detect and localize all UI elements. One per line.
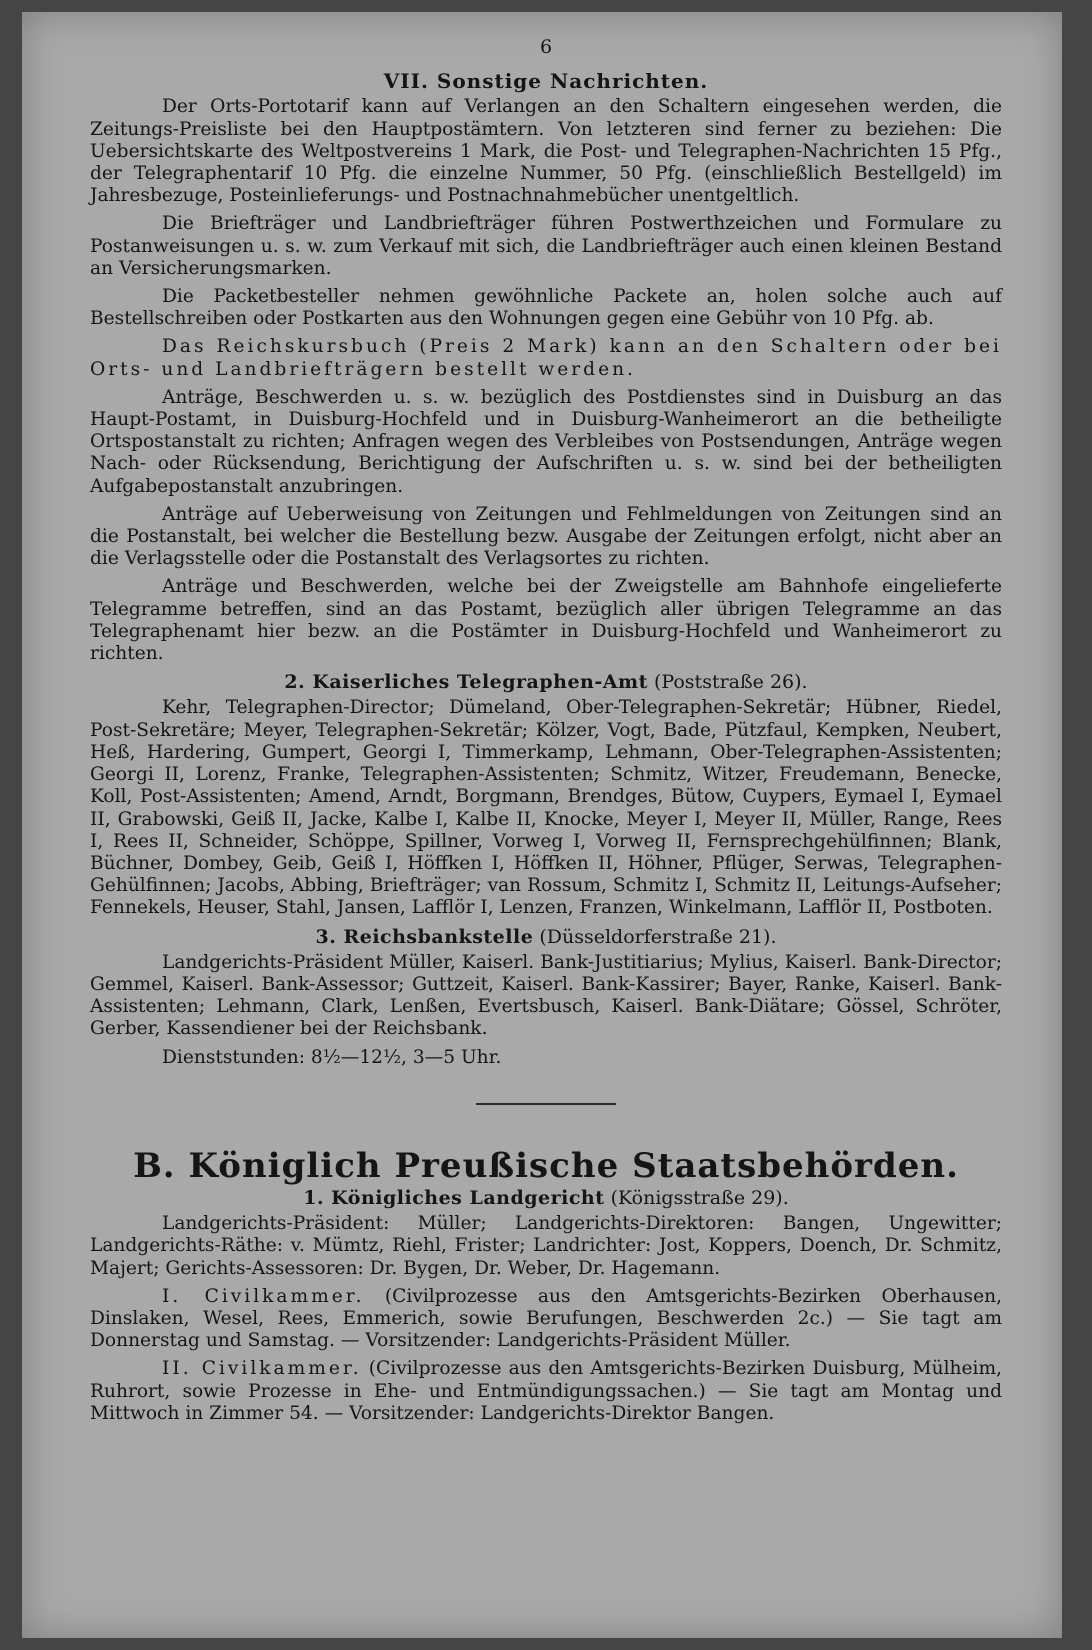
- civilkammer-2: [90, 1358, 1002, 1425]
- civilkammer-1-text: (Civilprozesse aus den Amtsgerichts-Bezirken Oberhausen, Dinslaken, Wesel, Rees, Emmerich, sowie Berufungen, Beschwerden 2c.) — Sie tagt am Donnerstag und Samstag. — Vorsitzender: Landgerichts-Präsident Müller.: [90, 1285, 1002, 1352]
- landgericht-staff: Landgerichts-Präsident: Müller; Landgerichts-Direktoren: Bangen, Ungewitter; Landgerichts-Räthe: v. Mümtz, Riehl, Frister; Landrichter: Jost, Koppers, Doench, Dr. Schmitz, Majert; Gerichts-Assessoren: Dr. Bygen, Dr. Weber, Dr. Hagemann.: [90, 1213, 1002, 1279]
- page-content: [90, 36, 1002, 1431]
- reichsbank-hours: Dienststunden: 8½—12½, 3—5 Uhr.: [162, 1046, 502, 1068]
- telegraphen-amt-address: (Poststraße 26).: [653, 671, 808, 694]
- civilkammer-1-label: I. Civilkammer.: [162, 1285, 365, 1307]
- landgericht-address: (Königsstraße 29).: [610, 1186, 789, 1209]
- reichsbank-address: (Düsseldorferstraße 21).: [539, 925, 777, 948]
- paragraph-antraege-zeitungen: Anträge auf Ueberweisung von Zeitungen und Fehlmeldungen von Zeitungen sind an die Postanstalt, bei welcher die Bestellung bezw. Ausgabe der Zeitungen erfolgt, nicht aber an die Verlagsstelle oder die Postanstalt des Verlagsortes zu richten.: [90, 503, 1002, 570]
- landgericht-title: 1. Königliches Landgericht: [303, 1186, 605, 1209]
- civilkammer-2-text: (Civilprozesse aus den Amtsgerichts-Bezirken Duisburg, Mülheim, Ruhrort, sowie Prozesse in Ehe- und Entmündigungssachen.) — Sie tagt am Montag und Mittwoch in Zimmer 54. — Vorsitzender: Landgerichts-Direktor Bangen.: [90, 1358, 1002, 1424]
- paragraph-reichskursbuch: Das Reichskursbuch (Preis 2 Mark) kann an den Schaltern oder bei Orts- und Landbriefträgern bestellt werden.: [90, 336, 1002, 380]
- reichsbank-title: 3. Reichsbankstelle: [315, 925, 534, 948]
- paragraph-antraege-postdienst: Anträge, Beschwerden u. s. w. bezüglich des Postdienstes sind in Duisburg an das Haupt-Postamt, in Duisburg-Hochfeld und in Duisburg-Wanheimerort an die betheiligte Ortspostanstalt zu richten; Anfragen wegen des Verbleibes von Postsendungen, Anträge wegen Nach- oder Rücksendung, Berichtigung der Aufschriften u. s. w. sind bei der betheiligten Aufgabepostanstalt anzubringen.: [90, 386, 1002, 497]
- section-divider: [476, 1103, 616, 1105]
- paragraph-packetbesteller: Die Packetbesteller nehmen gewöhnliche Packete an, holen solche auch auf Bestellschreiben oder Postkarten aus den Wohnungen gegen eine Gebühr von 10 Pfg. ab.: [90, 286, 1002, 330]
- landgericht-heading: [90, 1187, 1002, 1209]
- telegraphen-amt-heading: [90, 671, 1002, 693]
- paragraph-portotarif: Der Orts-Portotarif kann auf Verlangen an den Schaltern eingesehen werden, die Zeitungs-Preisliste bei den Hauptpostämtern. Von letzteren sind ferner zu beziehen: Die Uebersichtskarte des Weltpostvereins 1 Mark, die Post- und Telegraphen-Nachrichten 15 Pfg., der Telegraphentarif 10 Pfg. die einzelne Nummer, 50 Pfg. (einschließlich Bestellgeld) im Jahresbezuge, Posteinlieferungs- und Postnachnahmebücher unentgeltlich.: [90, 96, 1002, 207]
- telegraphen-amt-staff: Kehr, Telegraphen-Director; Dümeland, Ober-Telegraphen-Sekretär; Hübner, Riedel, Post-Sekretäre; Meyer, Telegraphen-Sekretär; Kölzer, Vogt, Bade, Pützfaul, Kempken, Neubert, Heß, Hardering, Gumpert, Georgi I, Timmerkamp, Lehmann, Ober-Telegraphen-Assistenten; Georgi II, Lorenz, Franke, Telegraphen-Assistenten; Schmitz, Witzer, Freudemann, Benecke, Koll, Post-Assistenten; Amend, Arndt, Borgmann, Brendges, Bütow, Cuypers, Eymael I, Eymael II, Grabowski, Geiß II, Jacke, Kalbe I, Kalbe II, Knocke, Meyer I, Meyer II, Müller, Range, Rees I, Rees II, Schneider, Schöppe, Spillner, Vorweg I, Vorweg II, Fernsprechgehülfinnen; Blank, Büchner, Dombey, Geib, Geiß I, Höffken I, Höffken II, Höhner, Pflüger, Serwas, Telegraphen-Gehülfinnen; Jacobs, Abbing, Briefträger; van Rossum, Schmitz I, Schmitz II, Leitungs-Aufseher; Fennekels, Heuser, Stahl, Jansen, Lafflör I, Lenzen, Franzen, Winkelmann, Lafflör II, Postboten.: [90, 697, 1002, 919]
- section-b-title: B. Königlich Preußische Staatsbehörden.: [133, 1145, 959, 1186]
- section-vii-title: VII. Sonstige Nachrichten.: [383, 69, 709, 94]
- civilkammer-2-label: II. Civilkammer.: [162, 1358, 362, 1380]
- telegraphen-amt-title: 2. Kaiserliches Telegraphen-Amt: [284, 671, 648, 694]
- reichsbank-heading: [90, 926, 1002, 948]
- paragraph-brieftraeger: Die Briefträger und Landbriefträger führen Postwerthzeichen und Formulare zu Postanweisungen u. s. w. zum Verkauf mit sich, die Landbriefträger auch einen kleinen Bestand an Versicherungsmarken.: [90, 213, 1002, 279]
- page-number: 6: [539, 36, 553, 58]
- book-page: [22, 12, 1062, 1638]
- paragraph-antraege-telegramme: Anträge und Beschwerden, welche bei der Zweigstelle am Bahnhofe eingelieferte Telegramme betreffen, sind an das Postamt, bezüglich aller übrigen Telegramme an das Telegraphenamt hier bezw. an die Postämter in Duisburg-Hochfeld und Wanheimerort zu richten.: [90, 576, 1002, 665]
- reichsbank-staff: Landgerichts-Präsident Müller, Kaiserl. Bank-Justitiarius; Mylius, Kaiserl. Bank-Director; Gemmel, Kaiserl. Bank-Assessor; Guttzeit, Kaiserl. Bank-Kassirer; Bayer, Ranke, Kaiserl. Bank-Assistenten; Lehmann, Clark, Lenßen, Evertsbusch, Kaiserl. Bank-Diätare; Gössel, Schröter, Gerber, Kassendiener bei der Reichsbank.: [90, 951, 1002, 1040]
- civilkammer-1: [90, 1286, 1002, 1353]
